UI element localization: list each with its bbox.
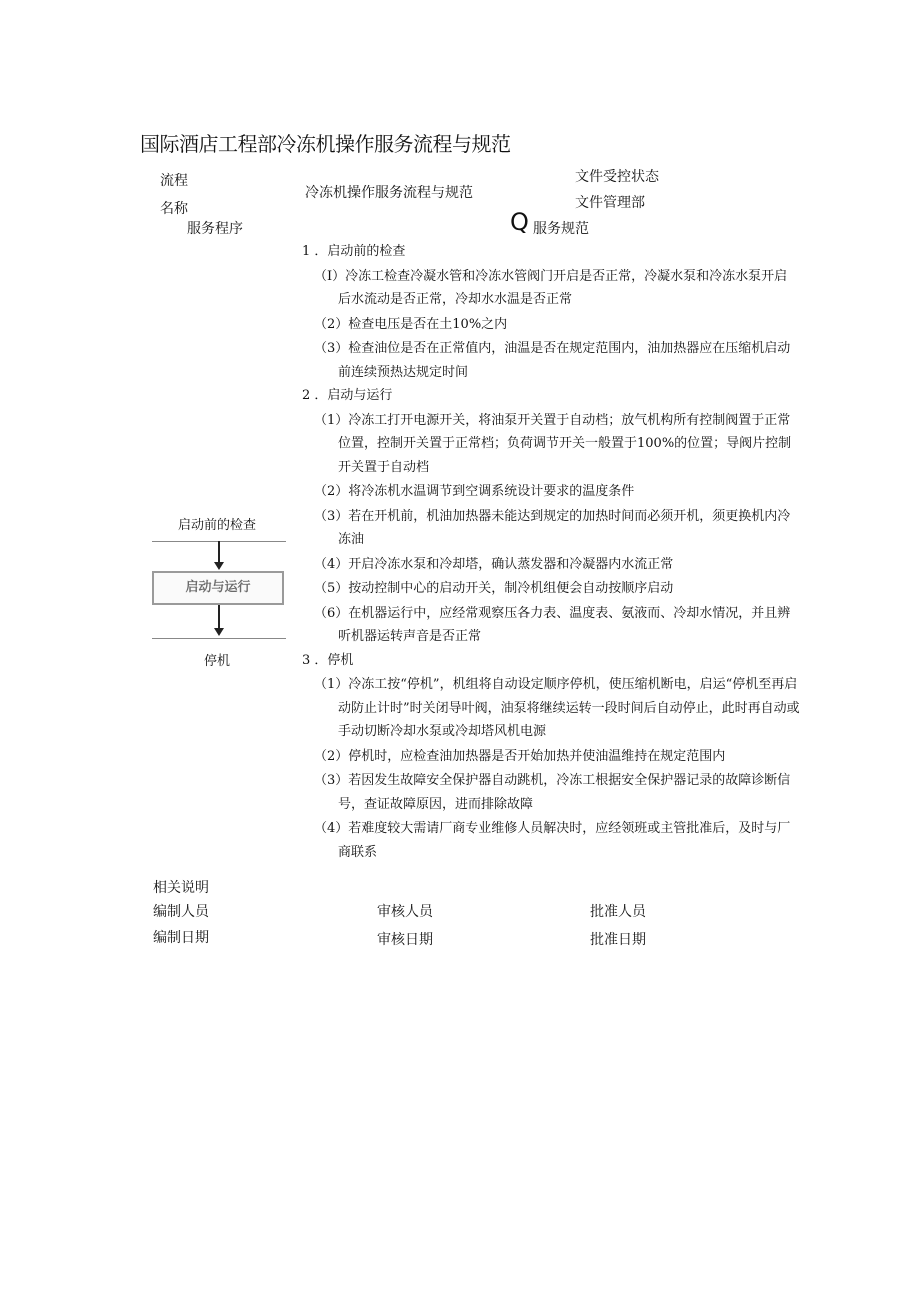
section-heading: 2 ．启动与运行 xyxy=(302,388,393,403)
section-heading: 3 ．停机 xyxy=(302,652,354,668)
flow-step-check: 启动前的检查 xyxy=(178,518,257,533)
list-item: （I）冷冻工检查冷凝水管和冷冻水管阀门开启是否正常，冷凝水泵和冷冻水泵开启后水流动是否正常，冷却水水温是否正常 xyxy=(314,268,788,307)
service-procedure-heading: 服务程序 xyxy=(187,221,243,237)
compiled-date-label: 编制日期 xyxy=(153,930,209,946)
list-item: （2）检查电压是否在土10%之内 xyxy=(314,316,508,332)
flow-step-stop: 停机 xyxy=(204,654,231,669)
list-item: （3）若在开机前，机油加热器未能达到规定的加热时间而必须开机，须更换机内冷冻油 xyxy=(314,508,791,547)
list-item: （2）将冷冻机水温调节到空调系统设计要求的温度条件 xyxy=(314,484,635,499)
flow-label-1: 流程 xyxy=(160,173,188,189)
approved-by-label: 批准人员 xyxy=(590,904,646,920)
flow-arrow-1 xyxy=(218,541,220,563)
reviewed-by-label: 审核人员 xyxy=(377,904,433,920)
flow-step-start-run: 启动与运行 xyxy=(152,571,284,605)
flow-label-2: 名称 xyxy=(160,201,188,217)
list-item: （1）冷冻工按“停机”，机组将自动设定顺序停机，使压缩机断电，启运“停机至再启动防止计时”时关闭导叶阀，油泵将继续运转一段时间后自动停止，此时再自动或手动切断冷却水泵或冷却塔风机电源 xyxy=(314,677,800,739)
list-item: （4）开启冷冻水泵和冷却塔，确认蒸发器和冷凝器内水流正常 xyxy=(314,556,674,572)
section-heading: 1 ．启动前的检查 xyxy=(302,244,406,259)
list-item: （3）若因发生故障安全保护器自动跳机，冷冻工根据安全保护器记录的故障诊断信号，查证故障原因，进而排除故障 xyxy=(314,773,791,812)
flow-arrow-2 xyxy=(218,605,220,629)
flow-divider-bottom xyxy=(152,638,286,639)
process-name: 冷冻机操作服务流程与规范 xyxy=(305,185,473,201)
arrow-down-icon xyxy=(214,628,224,636)
page-title: 国际酒店工程部冷冻机操作服务流程与规范 xyxy=(140,132,511,156)
compiled-by-label: 编制人员 xyxy=(153,904,209,920)
arrow-down-icon xyxy=(214,562,224,570)
list-item: （6）在机器运行中，应经常观察压各力表、温度表、氨液而、冷却水情况，并且辨听机器运转声音是否正常 xyxy=(314,605,791,644)
reviewed-date-label: 审核日期 xyxy=(377,932,433,948)
list-item: （2）停机时，应检查油加热器是否开始加热并使油温维持在规定范围内 xyxy=(314,748,726,764)
list-item: （3）检查油位是否在正常值内，油温是否在规定范围内，油加热器应在压缩机启动前连续预热达规定时间 xyxy=(314,341,791,380)
approved-date-label: 批准日期 xyxy=(590,932,646,948)
doc-dept: 文件管理部 xyxy=(575,195,645,211)
related-notes-label: 相关说明 xyxy=(153,880,209,896)
list-item: （4）若难度较大需请厂商专业维修人员解决时，应经领班或主管批准后，及时与厂商联系 xyxy=(314,821,791,860)
doc-status: 文件受控状态 xyxy=(575,169,659,185)
q-mark: Q xyxy=(510,208,529,236)
service-spec-heading: 服务规范 xyxy=(533,221,589,237)
list-item: （1）冷冻工打开电源开关，将油泵开关置于自动档；放气机构所有控制阀置于正常位置，控制开关置于正常档；负荷调节开关一般置于100%的位置；导阀片控制开关置于自动档 xyxy=(314,412,792,475)
service-spec-content xyxy=(300,240,800,864)
list-item: （5）按动控制中心的启动开关，制冷机组便会自动按顺序启动 xyxy=(314,581,674,596)
